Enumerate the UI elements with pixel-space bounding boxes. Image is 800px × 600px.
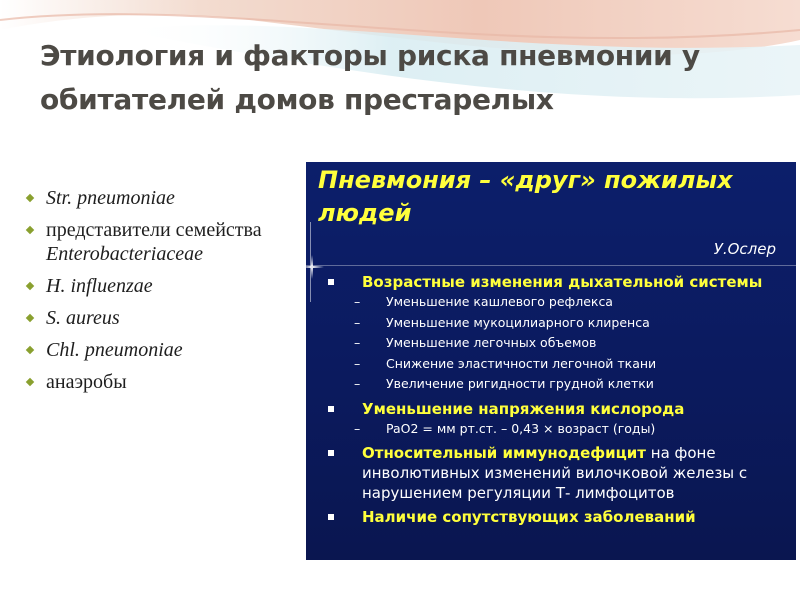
sparkle-icon bbox=[306, 255, 324, 279]
bullet-diamond-icon bbox=[26, 194, 34, 202]
list-item-text: Chl. pneumoniae bbox=[46, 339, 183, 361]
bullet-square-icon bbox=[328, 406, 334, 412]
list-item bbox=[24, 274, 284, 298]
list-item bbox=[24, 218, 284, 266]
panel-title: Пневмония – «друг» пожилых людей bbox=[318, 166, 733, 227]
list-item-text: Str. pneumoniae bbox=[46, 187, 175, 209]
list-item bbox=[324, 507, 789, 527]
sub-item-text: Уменьшение кашлевого рефлекса bbox=[386, 294, 613, 309]
list-item bbox=[324, 443, 789, 503]
etiology-list bbox=[24, 186, 284, 402]
bullet-square-icon bbox=[328, 450, 334, 456]
item-text: на фоне инволютивных изменений вилочковой железы с нарушением регуляции Т- лимфоцитов bbox=[362, 444, 748, 502]
sub-item-text: Увеличение ригидности грудной клетки bbox=[386, 376, 654, 391]
sub-item bbox=[324, 333, 789, 354]
highlight-text: Возрастные изменения дыхательной системы bbox=[362, 273, 763, 291]
sub-item bbox=[324, 354, 789, 375]
bullet-diamond-icon bbox=[26, 226, 34, 234]
list-item bbox=[24, 306, 284, 330]
list-item-text: анаэробы bbox=[46, 371, 127, 393]
panel-divider bbox=[306, 265, 796, 266]
highlight-text: Относительный иммунодефицит bbox=[362, 444, 646, 462]
sub-item-text: Уменьшение мукоцилиарного клиренса bbox=[386, 314, 650, 330]
dash-icon: – bbox=[354, 314, 361, 330]
bullet-square-icon bbox=[328, 279, 334, 285]
list-item bbox=[24, 338, 284, 362]
sub-item-text: Уменьшение легочных объемов bbox=[386, 335, 597, 350]
bullet-square-icon bbox=[328, 514, 334, 520]
sub-item-text: PaO2 = мм рт.ст. – 0,43 × возраст (годы) bbox=[386, 420, 656, 436]
bullet-diamond-icon bbox=[26, 282, 34, 290]
sub-item bbox=[324, 374, 789, 395]
list-item-italic-text: Enterobacteriaceae bbox=[46, 243, 203, 265]
highlight-text: Наличие сопутствующих заболеваний bbox=[362, 508, 696, 526]
list-item-text: представители семейства bbox=[46, 219, 262, 241]
dash-icon: – bbox=[354, 335, 361, 350]
dash-icon: – bbox=[354, 294, 361, 309]
osler-quote-panel bbox=[306, 162, 796, 560]
sub-item bbox=[324, 292, 789, 313]
slide-title: Этиология и факторы риска пневмонии у обитателей домов престарелых bbox=[40, 39, 700, 116]
list-item bbox=[324, 399, 789, 419]
list-item-text: H. influenzae bbox=[46, 275, 153, 297]
dash-icon: – bbox=[354, 420, 361, 436]
sub-item-text: Снижение эластичности легочной ткани bbox=[386, 355, 657, 371]
bullet-diamond-icon bbox=[26, 346, 34, 354]
list-item-text: S. aureus bbox=[46, 307, 120, 329]
list-item bbox=[24, 186, 284, 210]
dash-icon: – bbox=[354, 355, 361, 371]
panel-body bbox=[324, 272, 789, 527]
dash-icon: – bbox=[354, 376, 361, 391]
list-item bbox=[24, 370, 284, 394]
list-item bbox=[324, 272, 789, 292]
sub-item bbox=[324, 313, 789, 334]
bullet-diamond-icon bbox=[26, 378, 34, 386]
bullet-diamond-icon bbox=[26, 314, 34, 322]
quote-author: У.Ослер bbox=[713, 240, 776, 258]
highlight-text: Уменьшение напряжения кислорода bbox=[362, 399, 685, 418]
sub-item bbox=[324, 419, 789, 440]
